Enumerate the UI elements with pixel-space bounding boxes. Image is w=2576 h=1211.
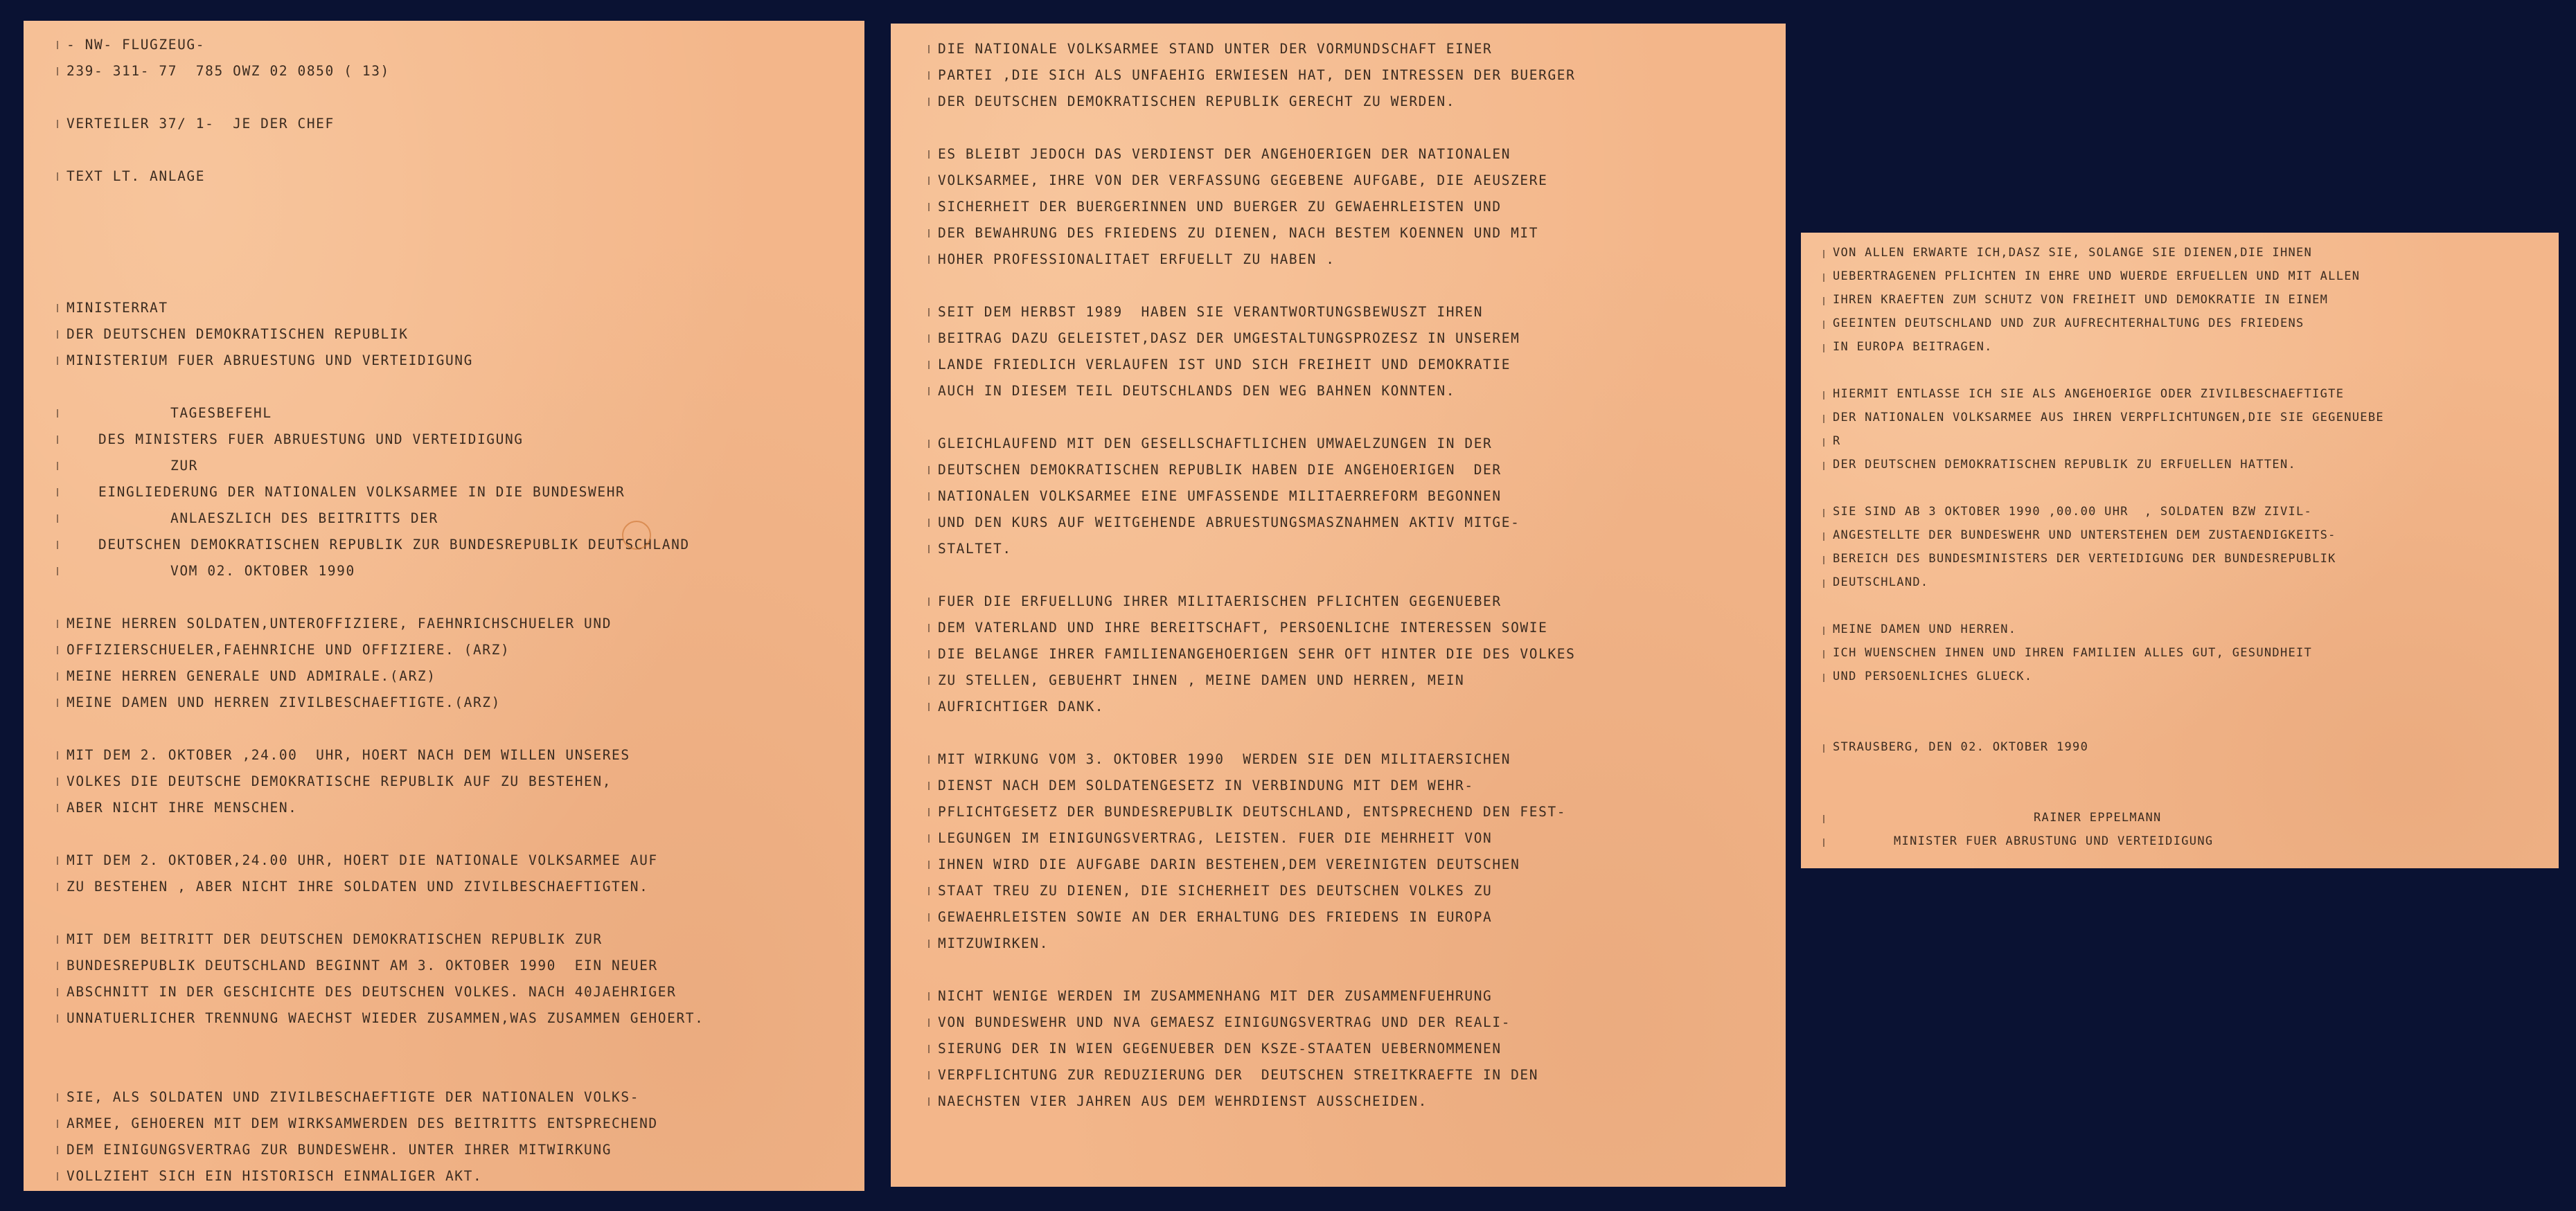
text-line: ZUR (66, 453, 837, 479)
text-line: ZU BESTEHEN , ABER NICHT IHRE SOLDATEN UND ZIVILBESCHAEFTIGTEN. (66, 874, 837, 900)
text-line (938, 115, 1758, 141)
text-line: STAAT TREU ZU DIENEN, DIE SICHERHEIT DES DEUTSCHEN VOLKES ZU (938, 878, 1758, 904)
text-line: FUER DIE ERFUELLUNG IHRER MILITAERISCHEN PFLICHTEN GEGENUEBER (938, 589, 1758, 615)
text-line: SIE, ALS SOLDATEN UND ZIVILBESCHAEFTIGTE DER NATIONALEN VOLKS- (66, 1084, 837, 1111)
text-line: SICHERHEIT DER BUERGERINNEN UND BUERGER ZU GEWAEHRLEISTEN UND (938, 194, 1758, 220)
text-line: DEUTSCHEN DEMOKRATISCHEN REPUBLIK HABEN DIE ANGEHOERIGEN DER (938, 457, 1758, 483)
telex-page-1 (24, 21, 864, 1191)
text-line: MIT DEM BEITRITT DER DEUTSCHEN DEMOKRATISCHEN REPUBLIK ZUR (66, 926, 837, 953)
text-line (1833, 782, 2534, 806)
text-line: ANGESTELLTE DER BUNDESWEHR UND UNTERSTEHEN DEM ZUSTAENDIGKEITS- (1833, 523, 2534, 547)
text-line: GEEINTEN DEUTSCHLAND UND ZUR AUFRECHTERHALTUNG DES FRIEDENS (1833, 312, 2534, 335)
text-line: SIE SIND AB 3 OKTOBER 1990 ,00.00 UHR , SOLDATEN BZW ZIVIL- (1833, 500, 2534, 523)
text-line: ES BLEIBT JEDOCH DAS VERDIENST DER ANGEHOERIGEN DER NATIONALEN (938, 141, 1758, 168)
text-line: GEWAEHRLEISTEN SOWIE AN DER ERHALTUNG DES FRIEDENS IN EUROPA (938, 904, 1758, 931)
text-line (66, 821, 837, 847)
text-line: MIT DEM 2. OKTOBER,24.00 UHR, HOERT DIE NATIONALE VOLKSARMEE AUF (66, 847, 837, 874)
text-line: MIT DEM 2. OKTOBER ,24.00 UHR, HOERT NACH DEM WILLEN UNSERES (66, 742, 837, 769)
text-line: MEINE DAMEN UND HERREN ZIVILBESCHAEFTIGTE.(ARZ) (66, 690, 837, 716)
text-line: VOLKES DIE DEUTSCHE DEMOKRATISCHE REPUBLIK AUF ZU BESTEHEN, (66, 769, 837, 795)
text-line: HIERMIT ENTLASSE ICH SIE ALS ANGEHOERIGE ODER ZIVILBESCHAEFTIGTE (1833, 382, 2534, 406)
text-line: DEUTSCHLAND. (1833, 571, 2534, 594)
text-line: EINGLIEDERUNG DER NATIONALEN VOLKSARMEE IN DIE BUNDESWEHR (66, 479, 837, 505)
text-line: MEINE HERREN SOLDATEN,UNTEROFFIZIERE, FAEHNRICHSCHUELER UND (66, 611, 837, 637)
text-line (938, 720, 1758, 746)
text-line: DER NATIONALEN VOLKSARMEE AUS IHREN VERPFLICHTUNGEN,DIE SIE GEGENUEBE (1833, 406, 2534, 429)
coffee-stain-mark (622, 521, 651, 550)
text-line (66, 84, 837, 111)
text-line: ZU STELLEN, GEBUEHRT IHNEN , MEINE DAMEN UND HERREN, MEIN (938, 667, 1758, 694)
text-line: MEINE HERREN GENERALE UND ADMIRALE.(ARZ) (66, 663, 837, 690)
text-line: DER DEUTSCHEN DEMOKRATISCHEN REPUBLIK ZU ERFUELLEN HATTEN. (1833, 453, 2534, 476)
text-line: ARMEE, GEHOEREN MIT DEM WIRKSAMWERDEN DES BEITRITTS ENTSPRECHEND (66, 1111, 837, 1137)
text-line: TEXT LT. ANLAGE (66, 163, 837, 190)
text-line: VON ALLEN ERWARTE ICH,DASZ SIE, SOLANGE SIE DIENEN,DIE IHNEN (1833, 241, 2534, 264)
text-line: NICHT WENIGE WERDEN IM ZUSAMMENHANG MIT DER ZUSAMMENFUEHRUNG (938, 983, 1758, 1010)
text-line (66, 269, 837, 295)
text-line (938, 404, 1758, 431)
text-line: LEGUNGEN IM EINIGUNGSVERTRAG, LEISTEN. FUER DIE MEHRHEIT VON (938, 825, 1758, 852)
text-line (66, 190, 837, 216)
text-line: MINISTERIUM FUER ABRUESTUNG UND VERTEIDIGUNG (66, 348, 837, 374)
text-line (66, 242, 837, 269)
text-line: ANLAESZLICH DES BEITRITTS DER (66, 505, 837, 532)
text-line (66, 716, 837, 742)
text-line (1833, 359, 2534, 382)
text-line: DER DEUTSCHEN DEMOKRATISCHEN REPUBLIK GERECHT ZU WERDEN. (938, 89, 1758, 115)
text-line (66, 374, 837, 400)
text-line: ABER NICHT IHRE MENSCHEN. (66, 795, 837, 821)
text-line: 239- 311- 77 785 OWZ 02 0850 ( 13) (66, 58, 837, 84)
text-line: DIE NATIONALE VOLKSARMEE STAND UNTER DER VORMUNDSCHAFT EINER (938, 36, 1758, 62)
text-line: SIERUNG DER IN WIEN GEGENUEBER DEN KSZE-STAATEN UEBERNOMMENEN (938, 1036, 1758, 1062)
text-line: VOLLZIEHT SICH EIN HISTORISCH EINMALIGER AKT. (66, 1163, 837, 1190)
text-line: IHNEN WIRD DIE AUFGABE DARIN BESTEHEN,DEM VEREINIGTEN DEUTSCHEN (938, 852, 1758, 878)
page-2-text (938, 36, 1758, 1115)
text-line (1833, 759, 2534, 782)
text-line: MITZUWIRKEN. (938, 931, 1758, 957)
text-line: TAGESBEFEHL (66, 400, 837, 427)
text-line: IN EUROPA BEITRAGEN. (1833, 335, 2534, 359)
text-line: VERPFLICHTUNG ZUR REDUZIERUNG DER DEUTSCHEN STREITKRAEFTE IN DEN (938, 1062, 1758, 1088)
text-line (938, 273, 1758, 299)
text-line: VON BUNDESWEHR UND NVA GEMAESZ EINIGUNGSVERTRAG UND DER REALI- (938, 1010, 1758, 1036)
text-line: STRAUSBERG, DEN 02. OKTOBER 1990 (1833, 735, 2534, 759)
text-line: UEBERTRAGENEN PFLICHTEN IN EHRE UND WUERDE ERFUELLEN UND MIT ALLEN (1833, 264, 2534, 288)
text-line: NATIONALEN VOLKSARMEE EINE UMFASSENDE MILITAERREFORM BEGONNEN (938, 483, 1758, 510)
text-line: VOLKSARMEE, IHRE VON DER VERFASSUNG GEGEBENE AUFGABE, DIE AEUSZERE (938, 168, 1758, 194)
text-line (66, 137, 837, 163)
page-3-text (1833, 241, 2534, 853)
text-line: - NW- FLUGZEUG- (66, 32, 837, 58)
text-line: DER DEUTSCHEN DEMOKRATISCHEN REPUBLIK (66, 321, 837, 348)
telex-page-2 (891, 24, 1786, 1187)
telex-page-3 (1801, 233, 2559, 868)
text-line: LANDE FRIEDLICH VERLAUFEN IST UND SICH FREIHEIT UND DEMOKRATIE (938, 352, 1758, 378)
text-line: DEM VATERLAND UND IHRE BEREITSCHAFT, PERSOENLICHE INTERESSEN SOWIE (938, 615, 1758, 641)
text-line: DIENST NACH DEM SOLDATENGESETZ IN VERBINDUNG MIT DEM WEHR- (938, 773, 1758, 799)
text-line: R (1833, 429, 2534, 453)
text-line: ABSCHNITT IN DER GESCHICHTE DES DEUTSCHEN VOLKES. NACH 40JAEHRIGER (66, 979, 837, 1005)
text-line: OFFIZIERSCHUELER,FAEHNRICHE UND OFFIZIERE. (ARZ) (66, 637, 837, 663)
text-line: DES MINISTERS FUER ABRUESTUNG UND VERTEIDIGUNG (66, 427, 837, 453)
text-line: BUNDESREPUBLIK DEUTSCHLAND BEGINNT AM 3. OKTOBER 1990 EIN NEUER (66, 953, 837, 979)
text-line: BEITRAG DAZU GELEISTET,DASZ DER UMGESTALTUNGSPROZESZ IN UNSEREM (938, 325, 1758, 352)
text-line: MINISTERRAT (66, 295, 837, 321)
text-line (66, 1058, 837, 1084)
text-line: PARTEI ,DIE SICH ALS UNFAEHIG ERWIESEN HAT, DEN INTRESSEN DER BUERGER (938, 62, 1758, 89)
text-line: STALTET. (938, 536, 1758, 562)
text-line: MEINE DAMEN UND HERREN. (1833, 618, 2534, 641)
text-line: PFLICHTGESETZ DER BUNDESREPUBLIK DEUTSCHLAND, ENTSPRECHEND DEN FEST- (938, 799, 1758, 825)
text-line: GLEICHLAUFEND MIT DEN GESELLSCHAFTLICHEN UMWAELZUNGEN IN DER (938, 431, 1758, 457)
text-line (1833, 476, 2534, 500)
text-line: DEUTSCHEN DEMOKRATISCHEN REPUBLIK ZUR BUNDESREPUBLIK DEUTSCHLAND (66, 532, 837, 558)
text-line (1833, 688, 2534, 712)
text-line: UND PERSOENLICHES GLUECK. (1833, 665, 2534, 688)
text-line: RAINER EPPELMANN (1833, 806, 2534, 829)
text-line: HOHER PROFESSIONALITAET ERFUELLT ZU HABEN . (938, 246, 1758, 273)
text-line: DIE BELANGE IHRER FAMILIENANGEHOERIGEN SEHR OFT HINTER DIE DES VOLKES (938, 641, 1758, 667)
text-line: AUCH IN DIESEM TEIL DEUTSCHLANDS DEN WEG BAHNEN KONNTEN. (938, 378, 1758, 404)
text-line (938, 957, 1758, 983)
text-line: ICH WUENSCHEN IHNEN UND IHREN FAMILIEN ALLES GUT, GESUNDHEIT (1833, 641, 2534, 665)
text-line: DER BEWAHRUNG DES FRIEDENS ZU DIENEN, NACH BESTEM KOENNEN UND MIT (938, 220, 1758, 246)
text-line: MIT WIRKUNG VOM 3. OKTOBER 1990 WERDEN SIE DEN MILITAERSICHEN (938, 746, 1758, 773)
text-line (66, 216, 837, 242)
text-line: MINISTER FUER ABRUSTUNG UND VERTEIDIGUNG (1833, 829, 2534, 853)
text-line (66, 900, 837, 926)
page-1-text (66, 32, 837, 1190)
text-line: AUFRICHTIGER DANK. (938, 694, 1758, 720)
text-line (1833, 594, 2534, 618)
text-line: IHREN KRAEFTEN ZUM SCHUTZ VON FREIHEIT UND DEMOKRATIE IN EINEM (1833, 288, 2534, 312)
text-line (66, 584, 837, 611)
text-line: NAECHSTEN VIER JAHREN AUS DEM WEHRDIENST AUSSCHEIDEN. (938, 1088, 1758, 1115)
text-line: DEM EINIGUNGSVERTRAG ZUR BUNDESWEHR. UNTER IHRER MITWIRKUNG (66, 1137, 837, 1163)
text-line: VERTEILER 37/ 1- JE DER CHEF (66, 111, 837, 137)
text-line: VOM 02. OKTOBER 1990 (66, 558, 837, 584)
text-line: UND DEN KURS AUF WEITGEHENDE ABRUESTUNGSMASZNAHMEN AKTIV MITGE- (938, 510, 1758, 536)
text-line: BEREICH DES BUNDESMINISTERS DER VERTEIDIGUNG DER BUNDESREPUBLIK (1833, 547, 2534, 571)
text-line (66, 1032, 837, 1058)
text-line (1833, 712, 2534, 735)
text-line: UNNATUERLICHER TRENNUNG WAECHST WIEDER ZUSAMMEN,WAS ZUSAMMEN GEHOERT. (66, 1005, 837, 1032)
text-line (938, 562, 1758, 589)
text-line: SEIT DEM HERBST 1989 HABEN SIE VERANTWORTUNGSBEWUSZT IHREN (938, 299, 1758, 325)
